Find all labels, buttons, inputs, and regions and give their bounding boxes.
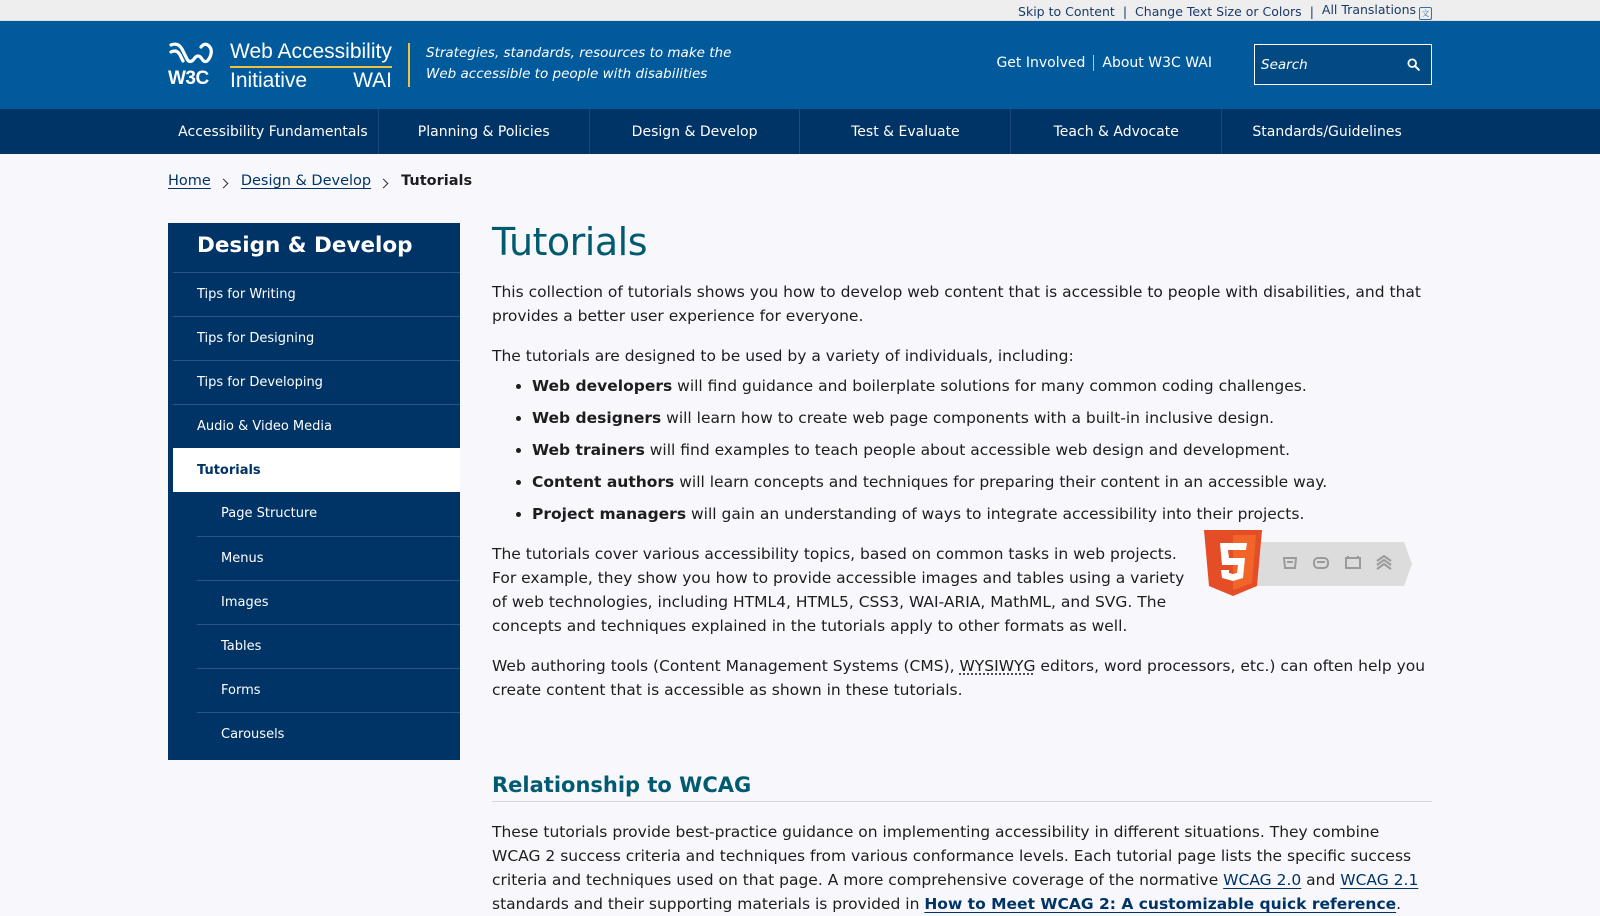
role-description: will find examples to teach people about accessible web design and development. bbox=[644, 441, 1291, 459]
translate-icon: 文 bbox=[1419, 7, 1432, 20]
skip-to-content-link[interactable]: Skip to Content bbox=[1018, 3, 1115, 19]
wcag-text-b: standards and their supporting materials is provided in bbox=[492, 895, 925, 913]
all-translations-link[interactable] bbox=[1322, 2, 1432, 20]
sidebar-item-tips-developing[interactable]: Tips for Developing bbox=[173, 360, 460, 404]
get-involved-link[interactable]: Get Involved bbox=[996, 55, 1086, 71]
separator: | bbox=[1122, 3, 1128, 19]
page-title: Tutorials bbox=[492, 220, 647, 264]
header-links bbox=[988, 55, 1220, 71]
chevron-right-icon bbox=[218, 178, 228, 188]
role-description: will learn concepts and techniques for preparing their content in an accessible way. bbox=[674, 473, 1328, 491]
sidebar-subitem-carousels[interactable]: Carousels bbox=[197, 712, 460, 756]
sidebar-subitem-tables[interactable]: Tables bbox=[197, 624, 460, 668]
logo-line2-initiative: Initiative bbox=[230, 69, 308, 92]
topics-paragraph: The tutorials cover various accessibility topics, based on common tasks in web projects. For example, they show you how to provide accessible images and tables using a variety of web technologies, including HTML4, HTML5, CSS3, WAI-ARIA, MathML, and SVG. The concepts and techniques explained in the tutorials apply to other formats as well. bbox=[492, 545, 1185, 635]
nav-item-standards-guidelines[interactable]: Standards/Guidelines bbox=[1221, 109, 1432, 154]
role-description: will gain an understanding of ways to integrate accessibility into their projects. bbox=[686, 505, 1305, 523]
wai-logo[interactable] bbox=[168, 40, 394, 92]
tools-text-a: Web authoring tools (Content Management Systems (CMS), bbox=[492, 657, 960, 675]
role-name: Web trainers bbox=[532, 441, 645, 459]
intro-paragraph: This collection of tutorials shows you how to develop web content that is accessible to people with disabilities, and that provides a better user experience for everyone. bbox=[492, 283, 1421, 325]
nav-item-teach-advocate[interactable]: Teach & Advocate bbox=[1010, 109, 1221, 154]
authoring-tools-paragraph bbox=[492, 654, 1432, 702]
section-heading-wcag: Relationship to WCAG bbox=[492, 770, 1432, 802]
all-translations-label: All Translations bbox=[1321, 2, 1416, 17]
wcag-text-a: These tutorials provide best-practice guidance on implementing accessibility in different situations. They combine WCAG 2 success criteria and techniques from various conformance levels. Each tutorial page lists the specific success criteria and techniques used on that page. A more comprehensive coverage of the normative bbox=[492, 823, 1412, 889]
list-item bbox=[532, 438, 1432, 462]
logo-line2 bbox=[230, 68, 392, 94]
wcag20-link[interactable]: WCAG 2.0 bbox=[1223, 871, 1302, 889]
logo-w3c-text: W3C bbox=[168, 68, 209, 89]
list-item bbox=[532, 374, 1432, 398]
logo-line2-wai: WAI bbox=[353, 69, 392, 92]
wcag-text-c: . bbox=[1396, 895, 1402, 913]
sidebar-bottom bbox=[168, 756, 460, 760]
search-button[interactable] bbox=[1395, 45, 1431, 84]
breadcrumb-current: Tutorials bbox=[401, 173, 473, 189]
breadcrumb bbox=[168, 173, 472, 189]
topics-section bbox=[492, 542, 1432, 638]
breadcrumb-home[interactable]: Home bbox=[168, 173, 211, 189]
main-content bbox=[492, 218, 1432, 916]
sidebar-subitem-images[interactable]: Images bbox=[197, 580, 460, 624]
sidebar-item-tips-designing[interactable]: Tips for Designing bbox=[173, 316, 460, 360]
sidebar-item-tutorials[interactable]: Tutorials bbox=[173, 448, 460, 492]
wcag-paragraph bbox=[492, 820, 1432, 916]
w3c-logo-icon bbox=[168, 41, 214, 89]
wcag-text-and: and bbox=[1301, 871, 1341, 889]
logo-line1: Web Accessibility bbox=[230, 41, 392, 68]
role-description: will find guidance and boilerplate solutions for many common coding challenges. bbox=[672, 377, 1307, 395]
wcag21-link[interactable]: WCAG 2.1 bbox=[1340, 871, 1419, 889]
role-name: Content authors bbox=[532, 473, 675, 491]
main-navigation bbox=[0, 109, 1600, 154]
wysiwyg-abbreviation: WYSIWYG bbox=[959, 657, 1036, 675]
role-description: will learn how to create web page components with a built-in inclusive design. bbox=[661, 409, 1275, 427]
chevron-right-icon bbox=[379, 178, 389, 188]
sidebar-title[interactable]: Design & Develop bbox=[197, 233, 413, 258]
logo-title bbox=[230, 41, 392, 94]
breadcrumb-design-develop[interactable]: Design & Develop bbox=[240, 173, 372, 189]
section-sidebar bbox=[168, 223, 460, 760]
site-tagline: Strategies, standards, resources to make the Web accessible to people with disabilities bbox=[408, 43, 748, 87]
change-text-size-link[interactable]: Change Text Size or Colors bbox=[1135, 3, 1302, 19]
role-name: Web developers bbox=[532, 377, 673, 395]
sidebar-subitem-menus[interactable]: Menus bbox=[197, 536, 460, 580]
role-name: Project managers bbox=[532, 505, 687, 523]
list-item bbox=[532, 502, 1432, 526]
nav-item-test-evaluate[interactable]: Test & Evaluate bbox=[799, 109, 1010, 154]
sidebar-item-tips-writing[interactable]: Tips for Writing bbox=[173, 272, 460, 316]
audience-list bbox=[492, 374, 1432, 526]
list-item bbox=[532, 406, 1432, 430]
search-icon bbox=[1407, 58, 1420, 71]
how-to-meet-wcag-link[interactable]: How to Meet WCAG 2: A customizable quick reference bbox=[924, 895, 1397, 913]
sidebar-subitem-forms[interactable]: Forms bbox=[197, 668, 460, 712]
sidebar-item-audio-video[interactable]: Audio & Video Media bbox=[173, 404, 460, 448]
tools-text-b: editors, word processors, etc.) can often help you create content that is accessible as shown in these tutorials. bbox=[492, 657, 1426, 699]
html5-technologies-icon bbox=[1204, 530, 1417, 598]
role-name: Web designers bbox=[532, 409, 662, 427]
audience-intro: The tutorials are designed to be used by a variety of individuals, including: bbox=[492, 347, 1074, 365]
search-input[interactable] bbox=[1255, 45, 1395, 84]
list-item bbox=[532, 470, 1432, 494]
about-w3c-wai-link[interactable]: About W3C WAI bbox=[1093, 55, 1220, 71]
search-box bbox=[1254, 44, 1432, 85]
sidebar-subitem-page-structure[interactable]: Page Structure bbox=[221, 506, 318, 521]
nav-item-planning-policies[interactable]: Planning & Policies bbox=[378, 109, 589, 154]
separator: | bbox=[1309, 3, 1314, 19]
nav-item-accessibility-fundamentals[interactable]: Accessibility Fundamentals bbox=[178, 123, 368, 140]
utility-bar bbox=[0, 0, 1600, 21]
nav-item-design-develop[interactable]: Design & Develop bbox=[589, 109, 800, 154]
site-header bbox=[0, 21, 1600, 109]
